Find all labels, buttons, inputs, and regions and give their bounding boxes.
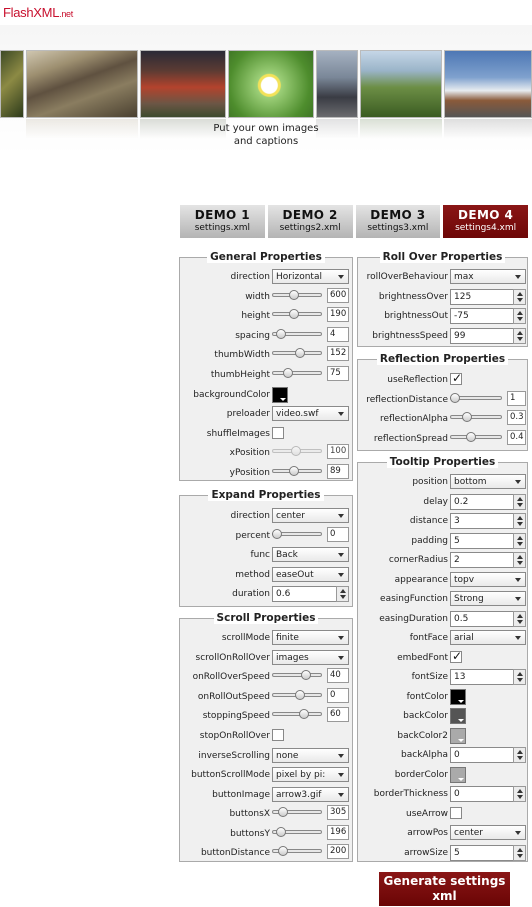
percent-row [180, 527, 352, 545]
usereflection-row [358, 371, 527, 389]
reflectionalpha-row [358, 410, 527, 428]
arrowpos-row [358, 824, 527, 842]
duration-label: duration [232, 589, 270, 599]
stoponrollover-checkbox[interactable] [272, 729, 284, 741]
buttonsx-slider[interactable] [272, 810, 322, 814]
brightnessspeed-row [358, 327, 527, 345]
preloader-label: preloader [226, 409, 270, 419]
thumbwidth-slider[interactable] [272, 351, 322, 355]
delay-row [358, 493, 527, 511]
inversescrolling-row [180, 747, 352, 765]
tab-demo-3[interactable] [356, 205, 441, 238]
gallery-thumb[interactable] [316, 50, 358, 118]
reflectiondistance-row [358, 391, 527, 409]
fontsize-value: 13 [454, 672, 466, 682]
reflectiondistance-label: reflectionDistance [366, 395, 448, 405]
tab-title: DEMO 3 [370, 208, 426, 222]
position-label: position [412, 477, 448, 487]
stoppingspeed-value: 60 [327, 707, 349, 722]
buttonimage-label: buttonImage [212, 790, 270, 800]
scrollonrollover-dropdown[interactable]: images [272, 650, 349, 665]
reflectiondistance-value: 1 [507, 391, 526, 406]
height-value: 190 [327, 307, 349, 322]
easingduration-stepper[interactable] [450, 611, 526, 627]
duration-value: 0.6 [276, 589, 291, 599]
yposition-label: yPosition [229, 468, 270, 478]
general-properties-panel [179, 251, 353, 481]
spinner-arrows-icon[interactable] [513, 611, 526, 627]
borderthickness-label: borderThickness [373, 789, 448, 799]
cornerradius-value: 2 [454, 555, 460, 565]
stoponrollover-label: stopOnRollOver [199, 731, 270, 741]
shuffleimages-row [180, 425, 352, 443]
appearance-dropdown[interactable]: topv [450, 572, 526, 587]
reflectiondistance-slider[interactable] [450, 396, 502, 400]
gallery-caption [208, 122, 324, 148]
slider-knob[interactable] [289, 290, 299, 300]
spinner-arrows-icon[interactable] [513, 669, 526, 685]
slider-knob[interactable] [276, 329, 286, 339]
bordercolor-swatch[interactable] [450, 767, 466, 783]
arrowpos-dropdown[interactable]: center [450, 825, 526, 840]
arrowsize-row [358, 844, 527, 862]
reflectionspread-row [358, 430, 527, 448]
embedfont-row [358, 649, 527, 667]
gallery-reflection [360, 119, 442, 139]
slider-knob[interactable] [299, 709, 309, 719]
thumbheight-value: 75 [327, 366, 349, 381]
tab-title: DEMO 1 [194, 208, 250, 222]
embedfont-label: embedFont [397, 653, 448, 663]
height-label: height [241, 311, 270, 321]
spinner-arrows-icon[interactable] [513, 513, 526, 529]
distance-label: distance [409, 516, 448, 526]
backalpha-stepper[interactable] [450, 747, 526, 763]
yposition-row [180, 464, 352, 482]
thumbwidth-label: thumbWidth [214, 350, 270, 360]
method-dropdown[interactable]: easeOut [272, 567, 349, 582]
fontface-row [358, 629, 527, 647]
brightnessspeed-label: brightnessSpeed [372, 331, 448, 341]
backalpha-value: 0 [454, 750, 460, 760]
spinner-arrows-icon[interactable] [513, 786, 526, 802]
width-slider[interactable] [272, 293, 322, 297]
rollover-properties-panel [357, 251, 528, 347]
direction-label: direction [230, 272, 270, 282]
reflectionalpha-value: 0.3 [507, 410, 526, 425]
backalpha-row [358, 746, 527, 764]
spinner-arrows-icon[interactable] [513, 328, 526, 344]
buttonsy-slider[interactable] [272, 830, 322, 834]
gallery-thumb[interactable] [444, 50, 532, 118]
usearrow-checkbox[interactable] [450, 807, 462, 819]
gallery-thumb[interactable] [228, 50, 314, 118]
demo-tabs [180, 205, 528, 238]
stoponrollover-row [180, 727, 352, 745]
width-row [180, 288, 352, 306]
backgroundcolor-label: backgroundColor [193, 390, 270, 400]
backcolor-row [358, 707, 527, 725]
onrolloverspeed-row [180, 668, 352, 686]
stoppingspeed-row [180, 707, 352, 725]
func-dropdown[interactable]: Back [272, 547, 349, 562]
gallery-thumb[interactable] [140, 50, 226, 118]
gallery-thumb[interactable] [26, 50, 138, 118]
panel-title: General Properties [207, 251, 325, 263]
easingfunction-row [358, 590, 527, 608]
arrowsize-stepper[interactable] [450, 845, 526, 861]
onrolloutspeed-row [180, 688, 352, 706]
shuffleimages-checkbox[interactable] [272, 427, 284, 439]
distance-stepper[interactable] [450, 513, 526, 529]
tab-title: DEMO 4 [458, 208, 514, 222]
yposition-value: 89 [327, 464, 349, 479]
brightnessout-label: brightnessOut [384, 311, 448, 321]
slider-knob[interactable] [276, 827, 286, 837]
reflectionalpha-slider[interactable] [450, 415, 502, 419]
brightnessover-row [358, 288, 527, 306]
slider-knob[interactable] [272, 529, 282, 539]
button-label: Generate settings [383, 874, 506, 888]
reflectionalpha-label: reflectionAlpha [379, 414, 448, 424]
inversescrolling-label: inverseScrolling [198, 751, 270, 761]
buttonsx-label: buttonsX [229, 809, 270, 819]
scrollonrollover-row [180, 649, 352, 667]
caption-line: Put your own images [213, 123, 319, 134]
backalpha-label: backAlpha [401, 750, 448, 760]
button-label: xml [432, 889, 457, 903]
appearance-label: appearance [394, 575, 448, 585]
padding-row [358, 532, 527, 550]
width-label: width [245, 292, 270, 302]
backcolor2-swatch[interactable] [450, 728, 466, 744]
buttonimage-dropdown[interactable]: arrow3.gif [272, 787, 349, 802]
spacing-label: spacing [235, 331, 270, 341]
thumbheight-label: thumbHeight [210, 370, 270, 380]
easingduration-value: 0.5 [454, 614, 469, 624]
scrollmode-dropdown[interactable]: finite [272, 630, 349, 645]
duration-stepper[interactable] [272, 586, 349, 602]
slider-knob[interactable] [283, 368, 293, 378]
scrollmode-label: scrollMode [221, 633, 270, 643]
panel-title: Roll Over Properties [380, 251, 506, 263]
fontsize-row [358, 668, 527, 686]
duration-row [180, 585, 352, 603]
onrolloverspeed-label: onRollOverSpeed [192, 672, 270, 682]
fontface-dropdown[interactable]: arial [450, 630, 526, 645]
spinner-arrows-icon[interactable] [513, 533, 526, 549]
onrolloverspeed-slider[interactable] [272, 673, 322, 677]
direction-dropdown[interactable]: Horizontal [272, 269, 349, 284]
brightnessover-value: 125 [454, 292, 472, 302]
slider-knob[interactable] [291, 446, 301, 456]
arrowsize-value: 5 [454, 848, 460, 858]
spinner-arrows-icon[interactable] [513, 552, 526, 568]
reflectionspread-label: reflectionSpread [373, 434, 448, 444]
buttonimage-row [180, 786, 352, 804]
spinner-arrows-icon[interactable] [513, 747, 526, 763]
usereflection-checkbox[interactable] [450, 373, 462, 385]
slider-knob[interactable] [301, 670, 311, 680]
buttondistance-value: 200 [327, 844, 349, 859]
tab-demo-1[interactable] [180, 205, 265, 238]
panel-title: Reflection Properties [377, 353, 508, 365]
flashxml-logo[interactable] [3, 5, 73, 20]
backcolor2-row [358, 727, 527, 745]
reflection-properties-panel [357, 353, 528, 451]
height-row [180, 307, 352, 325]
spacing-row [180, 327, 352, 345]
slider-knob[interactable] [295, 690, 305, 700]
buttonsy-label: buttonsY [230, 829, 270, 839]
slider-knob[interactable] [289, 309, 299, 319]
onrolloutspeed-value: 0 [327, 688, 349, 703]
buttonscrollmode-label: buttonScrollMode [191, 770, 270, 780]
tab-subtitle: settings3.xml [367, 223, 429, 233]
slider-knob[interactable] [450, 393, 460, 403]
brightnessout-stepper[interactable] [450, 308, 526, 324]
gallery-thumb[interactable] [0, 50, 24, 118]
logo-text: FlashXML [3, 5, 60, 20]
buttondistance-row [180, 844, 352, 862]
tab-subtitle: settings2.xml [279, 223, 341, 233]
stoppingspeed-label: stoppingSpeed [202, 711, 270, 721]
spinner-arrows-icon[interactable] [336, 586, 349, 602]
xposition-slider[interactable] [272, 449, 322, 453]
fontcolor-row [358, 688, 527, 706]
easingfunction-dropdown[interactable]: Strong [450, 591, 526, 606]
distance-row [358, 512, 527, 530]
thumbheight-slider[interactable] [272, 371, 322, 375]
buttonsx-value: 305 [327, 805, 349, 820]
expand-direction-dropdown[interactable]: center [272, 508, 349, 523]
borderthickness-row [358, 785, 527, 803]
easingfunction-label: easingFunction [380, 594, 448, 604]
thumbwidth-row [180, 346, 352, 364]
rolloverbehaviour-row [358, 268, 527, 286]
slider-knob[interactable] [466, 432, 476, 442]
reflectionspread-value: 0.4 [507, 430, 526, 445]
xposition-row [180, 444, 352, 462]
reflectionspread-slider[interactable] [450, 435, 502, 439]
padding-stepper[interactable] [450, 533, 526, 549]
backcolor-swatch[interactable] [450, 708, 466, 724]
backcolor-label: backColor [403, 711, 448, 721]
fontcolor-swatch[interactable] [450, 689, 466, 705]
percent-slider[interactable] [272, 532, 322, 536]
spacing-value: 4 [327, 327, 349, 342]
slider-knob[interactable] [462, 412, 472, 422]
backgroundcolor-row [180, 386, 352, 404]
brightnessout-value: -75 [454, 311, 469, 321]
position-dropdown[interactable]: bottom [450, 474, 526, 489]
brightnessspeed-value: 99 [454, 331, 466, 341]
tab-demo-2[interactable] [268, 205, 353, 238]
position-row [358, 473, 527, 491]
gallery-reflection [26, 119, 138, 139]
preloader-dropdown[interactable]: video.swf [272, 406, 349, 421]
appearance-row [358, 571, 527, 589]
gallery-thumb[interactable] [360, 50, 442, 118]
delay-stepper[interactable] [450, 494, 526, 510]
method-label: method [235, 570, 270, 580]
buttonscrollmode-dropdown[interactable]: pixel by pi: [272, 767, 349, 782]
usearrow-label: useArrow [406, 809, 448, 819]
arrowsize-label: arrowSize [404, 848, 448, 858]
direction-row [180, 268, 352, 286]
method-row [180, 566, 352, 584]
thumbheight-row [180, 366, 352, 384]
logo-tld: .net [59, 9, 73, 19]
bordercolor-label: borderColor [394, 770, 448, 780]
fontsize-stepper[interactable] [450, 669, 526, 685]
brightnessover-stepper[interactable] [450, 289, 526, 305]
buttondistance-label: buttonDistance [200, 848, 270, 858]
xposition-value: 100 [327, 444, 349, 459]
spinner-arrows-icon[interactable] [513, 845, 526, 861]
cornerradius-label: cornerRadius [388, 555, 448, 565]
fontsize-label: fontSize [411, 672, 448, 682]
buttondistance-slider[interactable] [272, 849, 322, 853]
spacing-slider[interactable] [272, 332, 322, 336]
scroll-properties-panel [179, 612, 353, 862]
tab-subtitle: settings.xml [194, 223, 251, 233]
usereflection-label: useReflection [387, 375, 448, 385]
generate-settings-button[interactable] [379, 872, 510, 906]
slider-knob[interactable] [278, 807, 288, 817]
onrolloverspeed-value: 40 [327, 668, 349, 683]
spinner-arrows-icon[interactable] [513, 494, 526, 510]
percent-label: percent [235, 531, 270, 541]
backgroundcolor-swatch[interactable] [272, 387, 288, 403]
fontcolor-label: fontColor [406, 692, 448, 702]
height-slider[interactable] [272, 312, 322, 316]
gallery-reflection [444, 119, 532, 139]
spinner-arrows-icon[interactable] [513, 289, 526, 305]
yposition-slider[interactable] [272, 469, 322, 473]
buttonsy-value: 196 [327, 825, 349, 840]
tab-demo-4[interactable] [443, 205, 528, 238]
slider-knob[interactable] [289, 466, 299, 476]
slider-knob[interactable] [295, 348, 305, 358]
func-row [180, 546, 352, 564]
expand-properties-panel [179, 489, 353, 607]
onrolloutspeed-slider[interactable] [272, 693, 322, 697]
cornerradius-stepper[interactable] [450, 552, 526, 568]
width-value: 600 [327, 288, 349, 303]
stoppingspeed-slider[interactable] [272, 712, 322, 716]
usearrow-row [358, 805, 527, 823]
func-label: func [250, 550, 270, 560]
caption-line: and captions [233, 136, 299, 147]
easingduration-row [358, 610, 527, 628]
percent-value: 0 [327, 527, 349, 542]
padding-label: padding [411, 536, 448, 546]
rolloverbehaviour-label: rollOverBehaviour [366, 272, 448, 282]
buttonsx-row [180, 805, 352, 823]
tab-subtitle: settings4.xml [455, 223, 517, 233]
shuffleimages-label: shuffleImages [206, 429, 270, 439]
inversescrolling-dropdown[interactable]: none [272, 748, 349, 763]
brightnessover-label: brightnessOver [378, 292, 448, 302]
scrollonrollover-label: scrollOnRollOver [195, 653, 270, 663]
tooltip-properties-panel [357, 456, 528, 862]
rolloverbehaviour-dropdown[interactable]: max [450, 269, 526, 284]
buttonsy-row [180, 825, 352, 843]
cornerradius-row [358, 551, 527, 569]
borderthickness-value: 0 [454, 789, 460, 799]
padding-value: 5 [454, 536, 460, 546]
easingduration-label: easingDuration [379, 614, 448, 624]
buttonscrollmode-row [180, 766, 352, 784]
slider-knob[interactable] [278, 846, 288, 856]
spinner-arrows-icon[interactable] [513, 308, 526, 324]
backcolor2-label: backColor2 [397, 731, 448, 741]
panel-title: Tooltip Properties [387, 456, 498, 468]
panel-title: Scroll Properties [214, 612, 319, 624]
brightnessspeed-stepper[interactable] [450, 328, 526, 344]
borderthickness-stepper[interactable] [450, 786, 526, 802]
scrollmode-row [180, 629, 352, 647]
panel-title: Expand Properties [208, 489, 323, 501]
direction-label: direction [230, 511, 270, 521]
preloader-row [180, 405, 352, 423]
delay-label: delay [423, 497, 448, 507]
embedfont-checkbox[interactable] [450, 651, 462, 663]
distance-value: 3 [454, 516, 460, 526]
thumbwidth-value: 152 [327, 346, 349, 361]
xposition-label: xPosition [229, 448, 270, 458]
expand-direction-row [180, 507, 352, 525]
delay-value: 0.2 [454, 497, 469, 507]
bordercolor-row [358, 766, 527, 784]
tab-title: DEMO 2 [282, 208, 338, 222]
arrowpos-label: arrowPos [407, 828, 448, 838]
brightnessout-row [358, 307, 527, 325]
fontface-label: fontFace [409, 633, 448, 643]
onrolloutspeed-label: onRollOutSpeed [197, 692, 270, 702]
